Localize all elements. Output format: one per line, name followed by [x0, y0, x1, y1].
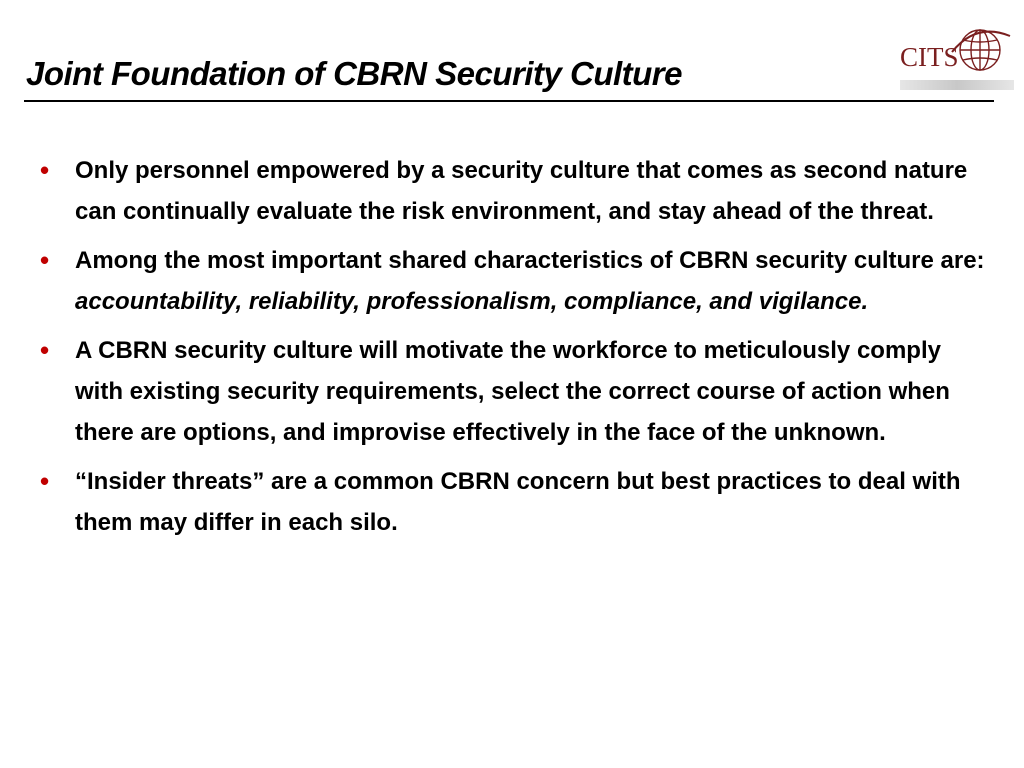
bullet-item	[40, 461, 990, 543]
bullet-text-plain: Among the most important shared characteristics of CBRN security culture are:	[75, 247, 985, 274]
logo-text: CITS	[900, 42, 959, 72]
bullet-marker: •	[40, 155, 50, 185]
bullet-marker: •	[40, 335, 50, 365]
bullet-marker: •	[40, 466, 50, 496]
bullet-text-emphasis: accountability, reliability, professionalism, compliance, and vigilance.	[75, 288, 869, 315]
slide-title: Joint Foundation of CBRN Security Culture	[26, 55, 682, 92]
title-underline	[24, 100, 994, 102]
bullet-item	[40, 240, 990, 322]
logo-underbar	[900, 80, 1014, 90]
bullet-marker: •	[40, 245, 50, 275]
bullet-list	[40, 150, 990, 551]
bullet-text: “Insider threats” are a common CBRN concern but best practices to deal with them may differ in each silo.	[75, 468, 961, 536]
bullet-text: Only personnel empowered by a security culture that comes as second nature can continually evaluate the risk environment, and stay ahead of the threat.	[75, 157, 968, 225]
bullet-text: A CBRN security culture will motivate the workforce to meticulously comply with existing security requirements, select the correct course of action when there are options, and improvise effectively in the face of the unknown.	[75, 337, 950, 446]
cits-logo	[896, 22, 1018, 96]
bullet-item	[40, 330, 990, 453]
globe-icon	[946, 22, 1016, 78]
bullet-item	[40, 150, 990, 232]
bullet-text	[75, 247, 985, 315]
